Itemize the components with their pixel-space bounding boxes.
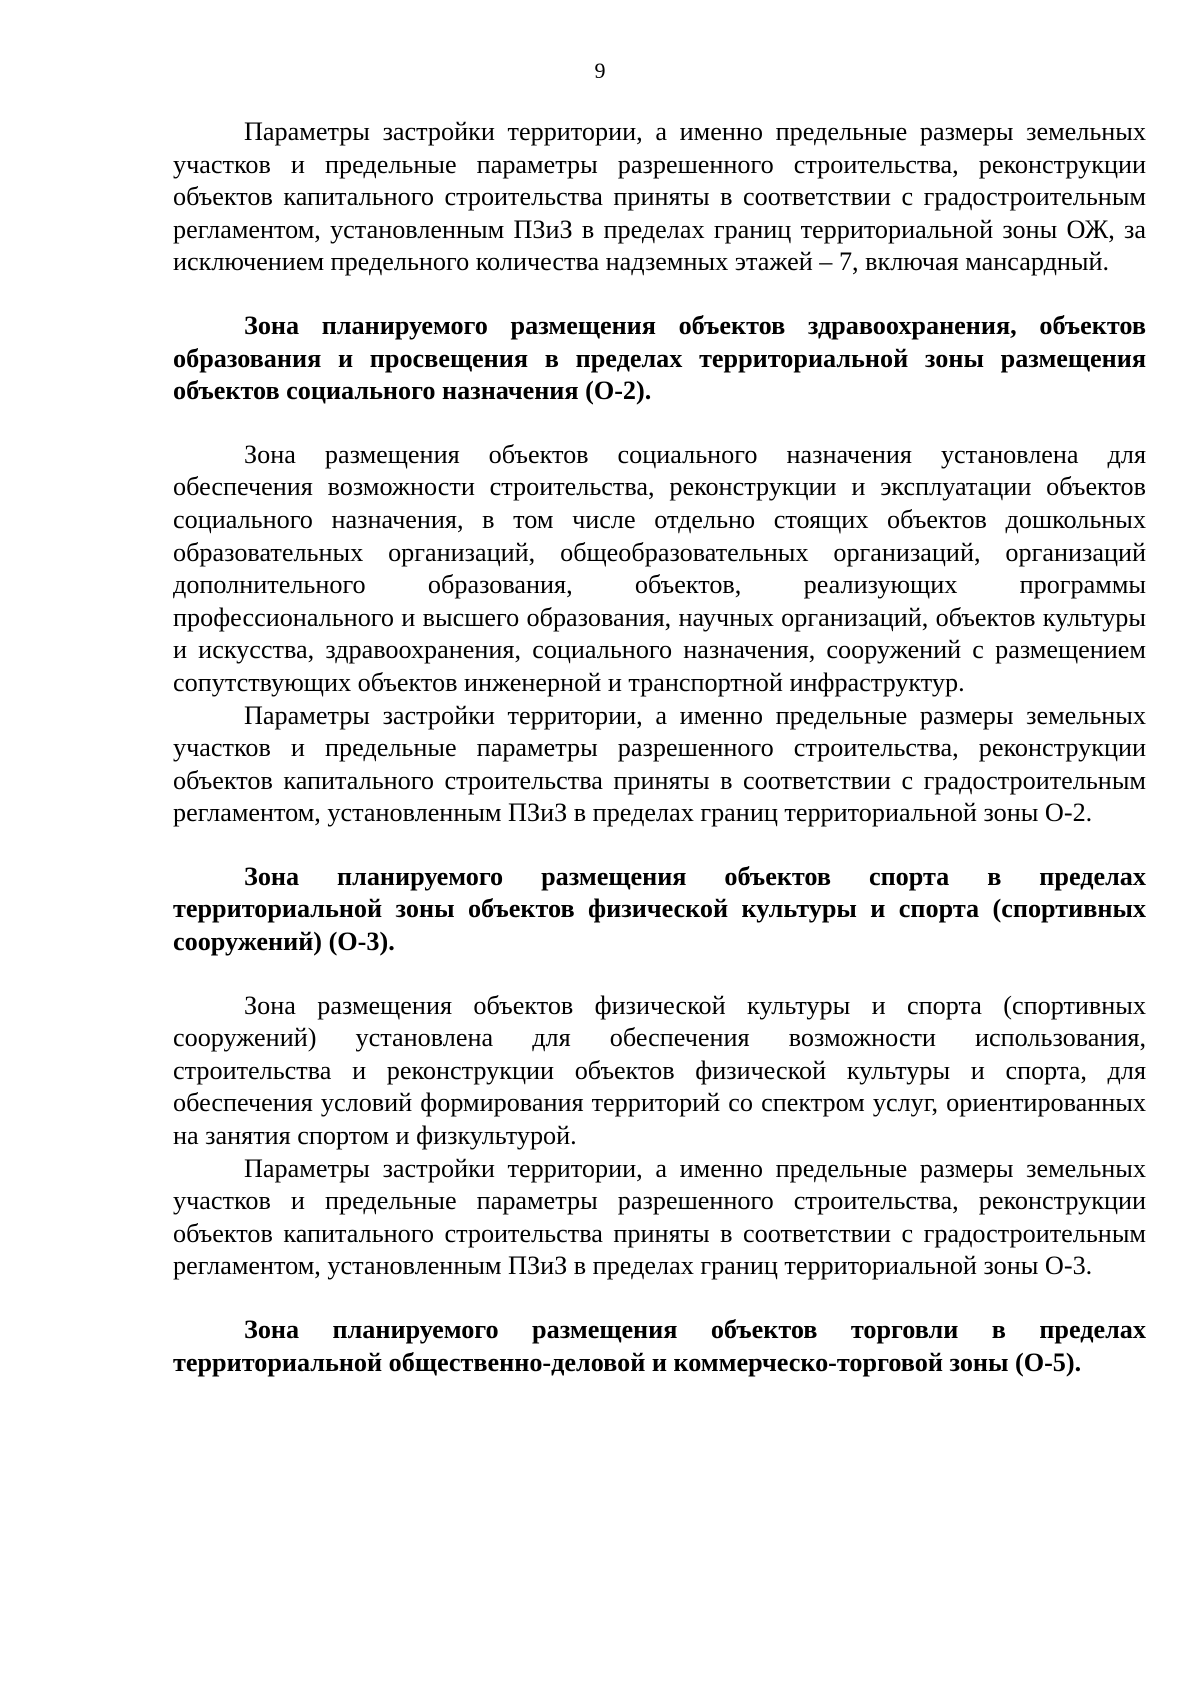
paragraph-parameters-o3: Параметры застройки территории, а именно предельные размеры земельных участков и предельные параметры разрешенного строительства, реконструкции объектов капитального строительства приняты в соответствии с градостроительным регламентом, установленным ПЗиЗ в пределах границ территориальной зоны О-3. (173, 1153, 1146, 1281)
page-number: 9 (594, 58, 606, 83)
heading-zone-o3: Зона планируемого размещения объектов спорта в пределах территориальной зоны объектов физической культуры и спорта (спортивных сооружений) (О-3). (173, 861, 1146, 957)
paragraph-parameters-o2: Параметры застройки территории, а именно предельные размеры земельных участков и предельные параметры разрешенного строительства, реконструкции объектов капитального строительства приняты в соответствии с градостроительным регламентом, установленным ПЗиЗ в пределах границ территориальной зоны О-2. (173, 700, 1146, 828)
paragraph-zone-o2-description: Зона размещения объектов социального назначения установлена для обеспечения возможности строительства, реконструкции и эксплуатации объектов социального назначения, в том числе отдельно стоящих объектов дошкольных образовательных организаций, общеобразовательных организаций, организаций дополнительного образования, объектов, реализующих программы профессионального и высшего образования, научных организаций, объектов культуры и искусства, здравоохранения, социального назначения, сооружений с размещением сопутствующих объектов инженерной и транспортной инфраструктур. (173, 439, 1146, 697)
paragraph-zone-o3-description: Зона размещения объектов физической культуры и спорта (спортивных сооружений) установлена для обеспечения возможности использования, строительства и реконструкции объектов физической культуры и спорта, для обеспечения условий формирования территорий со спектром услуг, ориентированных на занятия спортом и физкультурой. (173, 990, 1146, 1151)
document-body (173, 116, 1146, 1379)
heading-zone-o2: Зона планируемого размещения объектов здравоохранения, объектов образования и просвещения в пределах территориальной зоны размещения объектов социального назначения (О-2). (173, 310, 1146, 406)
paragraph-parameters-ozh: Параметры застройки территории, а именно предельные размеры земельных участков и предельные параметры разрешенного строительства, реконструкции объектов капитального строительства приняты в соответствии с градостроительным регламентом, установленным ПЗиЗ в пределах границ территориальной зоны ОЖ, за исключением предельного количества надземных этажей – 7, включая мансардный. (173, 117, 1146, 277)
heading-zone-o5: Зона планируемого размещения объектов торговли в пределах территориальной общественно-деловой и коммерческо-торговой зоны (О-5). (173, 1315, 1146, 1377)
